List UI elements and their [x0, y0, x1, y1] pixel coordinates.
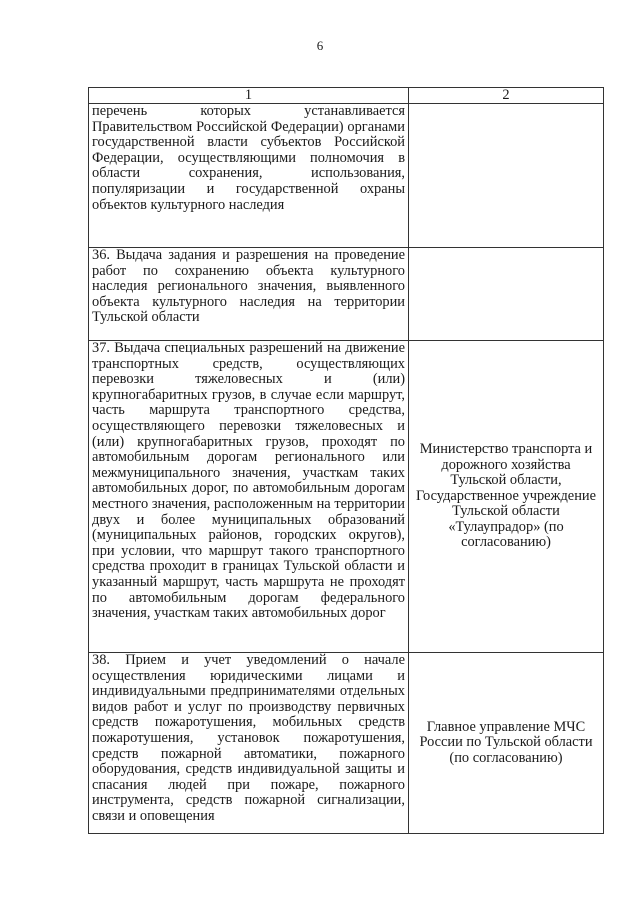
table-row: [89, 248, 604, 341]
column-header-2: 2: [409, 88, 604, 104]
service-description: 37. Выдача специальных разрешений на движение транспортных средств, осуществляющих перевозки тяжеловесных и (или) крупногабаритных грузов, в случае если маршрут, часть маршрута транспортного средства, осуществляющего перевозки тяжеловесных и (или) крупногабаритных грузов, проходят по автомобильным дорогам регионального или межмуниципального значения, участкам таких автомобильных дорог, по автомобильным дорогам местного значения, расположенным на территории двух и более муниципальных образований (муниципальных районов, городских округов), при условии, что маршрут такого транспортного средства проходит в границах Тульской области и указанный маршрут, часть маршрута не проходят по автомобильным дорогам федерального значения, участкам таких автомобильных дорог: [89, 341, 409, 653]
service-description: 38. Прием и учет уведомлений о начале осуществления юридическими лицами и индивидуальными предпринимателями отдельных видов работ и услуг по производству первичных средств пожаротушения, мобильных средств пожаротушения, установок пожаротушения, средств пожарной автоматики, пожарного оборудования, средств индивидуальной защиты и спасания людей при пожаре, пожарного инструмента, средств пожарной сигнализации, связи и оповещения: [89, 653, 409, 834]
service-description: перечень которых устанавливается Правительством Российской Федерации) органами государственной власти субъектов Российской Федерации, осуществляющими полномочия в области сохранения, использования, популяризации и государственной охраны объектов культурного наследия: [89, 104, 409, 248]
services-table: [88, 87, 604, 834]
column-header-1: 1: [89, 88, 409, 104]
service-description: 36. Выдача задания и разрешения на проведение работ по сохранению объекта культурного наследия регионального значения, выявленного объекта культурного наследия на территории Тульской области: [89, 248, 409, 341]
page-number: 6: [316, 38, 324, 53]
table-row: [89, 104, 604, 248]
responsible-authority: Министерство транспорта и дорожного хозяйства Тульской области, Государственное учреждение Тульской области «Тулаупрадор» (по согласованию): [409, 341, 604, 653]
responsible-authority: Главное управление МЧС России по Тульской области (по согласованию): [409, 653, 604, 834]
responsible-authority: [409, 248, 604, 341]
table-header-row: [89, 88, 604, 104]
table-row: [89, 653, 604, 834]
responsible-authority: [409, 104, 604, 248]
table-row: [89, 341, 604, 653]
